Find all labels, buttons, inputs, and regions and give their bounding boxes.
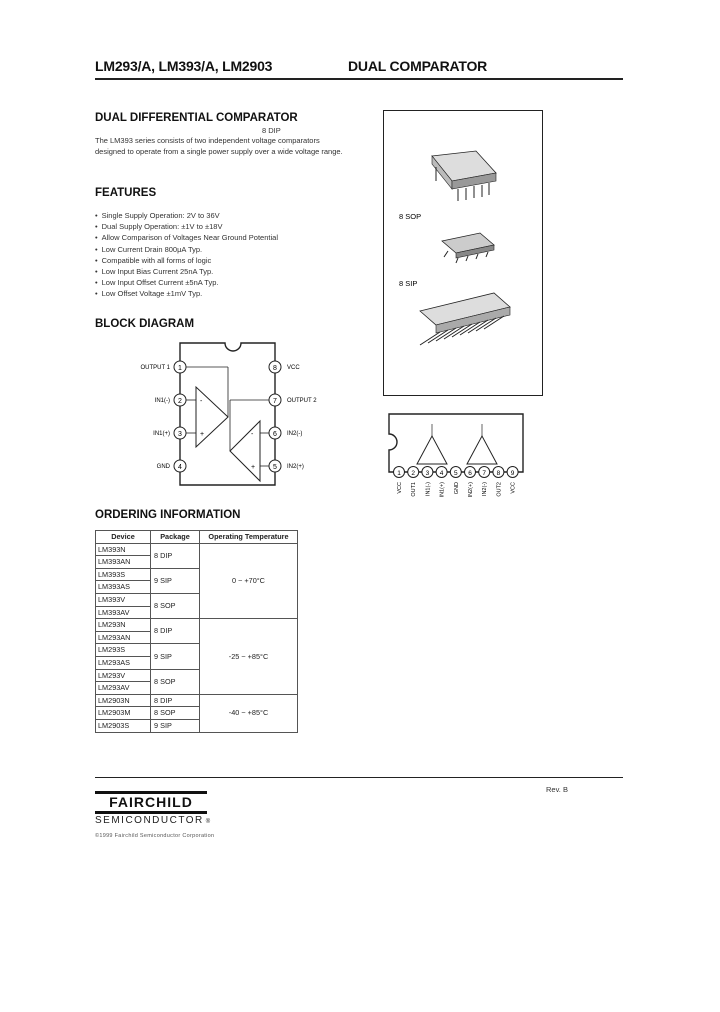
feature-item: • Low Offset Voltage ±1mV Typ.	[95, 288, 365, 299]
sip-pin-label: IN2(-)	[482, 482, 489, 497]
sip-pin-label: VCC	[510, 482, 517, 494]
footer-rule	[95, 777, 623, 778]
pin-1	[140, 361, 186, 373]
header-rule	[95, 78, 623, 80]
table-row	[96, 619, 298, 632]
pin-5	[269, 460, 304, 472]
pin-label: IN1(+)	[153, 431, 170, 437]
device-cell: LM293AN	[96, 631, 151, 644]
feature-item: • Dual Supply Operation: ±1V to ±18V	[95, 221, 365, 232]
svg-text:2: 2	[178, 398, 182, 405]
svg-text:+: +	[251, 464, 256, 471]
svg-text:7: 7	[482, 470, 487, 477]
pin-7	[269, 394, 317, 406]
device-cell: LM393V	[96, 593, 151, 606]
package-label: 8 SOP	[399, 212, 422, 221]
fairchild-logo: FAIRCHILD	[109, 794, 193, 810]
svg-text:1: 1	[397, 470, 401, 477]
sip-pin-label: IN1(+)	[439, 482, 446, 498]
svg-text:4: 4	[439, 470, 444, 477]
svg-text:6: 6	[273, 431, 277, 438]
svg-text:6: 6	[468, 470, 472, 477]
svg-text:8: 8	[496, 470, 501, 477]
pin-label: OUTPUT 1	[140, 365, 170, 371]
sip-pin-8	[493, 467, 504, 497]
package-label: 8 SIP	[399, 279, 418, 288]
pin-8	[269, 361, 300, 373]
pin-label: IN1(-)	[154, 398, 170, 404]
temperature-cell: -25 ~ +85°C	[200, 619, 298, 695]
intro-text: The LM393 series consists of two independent voltage comparators designed to operate from a single power supply over a wide voltage range.	[95, 136, 343, 156]
table-row	[96, 694, 298, 707]
pin-4	[157, 460, 186, 472]
features-list	[95, 210, 365, 300]
temperature-cell: 0 ~ +70°C	[200, 543, 298, 619]
device-cell: LM293AV	[96, 682, 151, 695]
svg-text:5: 5	[273, 464, 277, 471]
package-cell: 8 SOP	[151, 707, 200, 720]
svg-text:1: 1	[178, 365, 182, 372]
package-cell: 9 SIP	[151, 644, 200, 669]
device-cell: LM2903M	[96, 707, 151, 720]
feature-item: • Low Input Bias Current 25nA Typ.	[95, 266, 365, 277]
block-diagram	[120, 335, 340, 495]
sip-pins	[394, 467, 519, 498]
pin-label: VCC	[287, 365, 300, 371]
block-diagram-heading: BLOCK DIAGRAM	[95, 318, 195, 330]
svg-text:-: -	[200, 398, 203, 405]
package-drawings	[384, 111, 542, 395]
svg-text:+: +	[200, 431, 205, 438]
table-row	[96, 543, 298, 556]
package-cell: 9 SIP	[151, 568, 200, 593]
ordering-table	[95, 530, 298, 733]
copyright: ©1999 Fairchild Semiconductor Corporation	[95, 833, 215, 839]
trademark-mark: ®	[205, 819, 212, 825]
device-cell: LM393AN	[96, 556, 151, 569]
svg-text:9: 9	[510, 470, 515, 477]
sip-pin-7	[479, 467, 490, 497]
sip-pin-5	[450, 467, 461, 495]
package-cell: 9 SIP	[151, 719, 200, 732]
semiconductor-text: SEMICONDUCTOR	[95, 815, 204, 826]
device-cell: LM2903S	[96, 719, 151, 732]
features-heading: FEATURES	[95, 187, 157, 199]
intro-heading: DUAL DIFFERENTIAL COMPARATOR	[95, 112, 298, 124]
sip-pin-6	[465, 467, 476, 498]
page-title: DUAL COMPARATOR	[348, 58, 488, 74]
sip-pin-label: IN2(+)	[468, 482, 474, 498]
sip-pin-4	[436, 467, 447, 498]
semiconductor-wordmark	[95, 815, 212, 826]
ordering-heading: ORDERING INFORMATION	[95, 509, 241, 521]
sip-pin-label: OUT1	[411, 482, 418, 497]
svg-text:-: -	[251, 431, 254, 438]
pin-2	[155, 394, 186, 406]
sip-pin-label: OUT2	[496, 482, 503, 497]
pin-6	[269, 427, 302, 439]
column-header: Operating Temperature	[200, 531, 298, 544]
comparator-1	[196, 387, 228, 447]
logo-bar-bottom	[95, 811, 207, 814]
sip-package-icon	[420, 293, 510, 345]
feature-item: • Single Supply Operation: 2V to 36V	[95, 210, 365, 221]
package-cell: 8 DIP	[151, 694, 200, 707]
device-cell: LM393AS	[96, 581, 151, 594]
svg-text:2: 2	[411, 470, 416, 477]
feature-item: • Low Input Offset Current ±5nA Typ.	[95, 277, 365, 288]
table-header-row	[96, 531, 298, 544]
feature-item: • Allow Comparison of Voltages Near Ground Potential	[95, 232, 365, 243]
device-cell: LM293AS	[96, 656, 151, 669]
package-cell: 8 DIP	[151, 619, 200, 644]
sip-pin-9	[507, 467, 518, 494]
column-header: Package	[151, 531, 200, 544]
svg-text:7: 7	[273, 398, 277, 405]
package-cell: 8 SOP	[151, 593, 200, 618]
svg-text:3: 3	[425, 470, 430, 477]
pin-label: IN2(+)	[287, 464, 304, 470]
svg-text:3: 3	[178, 431, 182, 438]
sip-pin-label: IN1(-)	[425, 482, 432, 497]
svg-text:5: 5	[453, 470, 458, 477]
sip-pinout-diagram	[383, 410, 533, 530]
dip-package-icon	[432, 151, 496, 201]
sip-pin-2	[408, 467, 419, 497]
device-cell: LM393N	[96, 543, 151, 556]
pin-label: OUTPUT 2	[287, 398, 317, 404]
feature-item: • Compatible with all forms of logic	[95, 255, 365, 266]
sip-pin-1	[394, 467, 405, 494]
sip-pin-label: GND	[453, 482, 460, 495]
svg-text:4: 4	[178, 464, 182, 471]
pin-3	[153, 427, 186, 439]
revision: Rev. B	[546, 785, 568, 794]
package-box	[383, 110, 543, 396]
column-header: Device	[96, 531, 151, 544]
device-cell: LM393AV	[96, 606, 151, 619]
sip-comparator-2	[467, 436, 497, 464]
sip-comparator-1	[417, 436, 447, 464]
package-cell: 8 SOP	[151, 669, 200, 694]
comparator-2	[230, 421, 260, 481]
pin-label: IN2(-)	[287, 431, 303, 437]
ic-body	[180, 343, 275, 485]
device-cell: LM293N	[96, 619, 151, 632]
feature-item: • Low Current Drain 800μA Typ.	[95, 244, 365, 255]
device-cell: LM293V	[96, 669, 151, 682]
device-cell: LM2903N	[96, 694, 151, 707]
pin-label: GND	[156, 464, 170, 470]
sop-package-icon	[442, 233, 494, 263]
svg-text:8: 8	[273, 365, 277, 372]
sip-body	[389, 414, 523, 472]
package-note: 8 DIP	[262, 126, 281, 135]
sip-pin-label: VCC	[397, 482, 403, 494]
part-numbers: LM293/A, LM393/A, LM2903	[95, 58, 273, 74]
device-cell: LM393S	[96, 568, 151, 581]
sip-pin-3	[422, 467, 433, 497]
device-cell: LM293S	[96, 644, 151, 657]
temperature-cell: -40 ~ +85°C	[200, 694, 298, 732]
package-cell: 8 DIP	[151, 543, 200, 568]
